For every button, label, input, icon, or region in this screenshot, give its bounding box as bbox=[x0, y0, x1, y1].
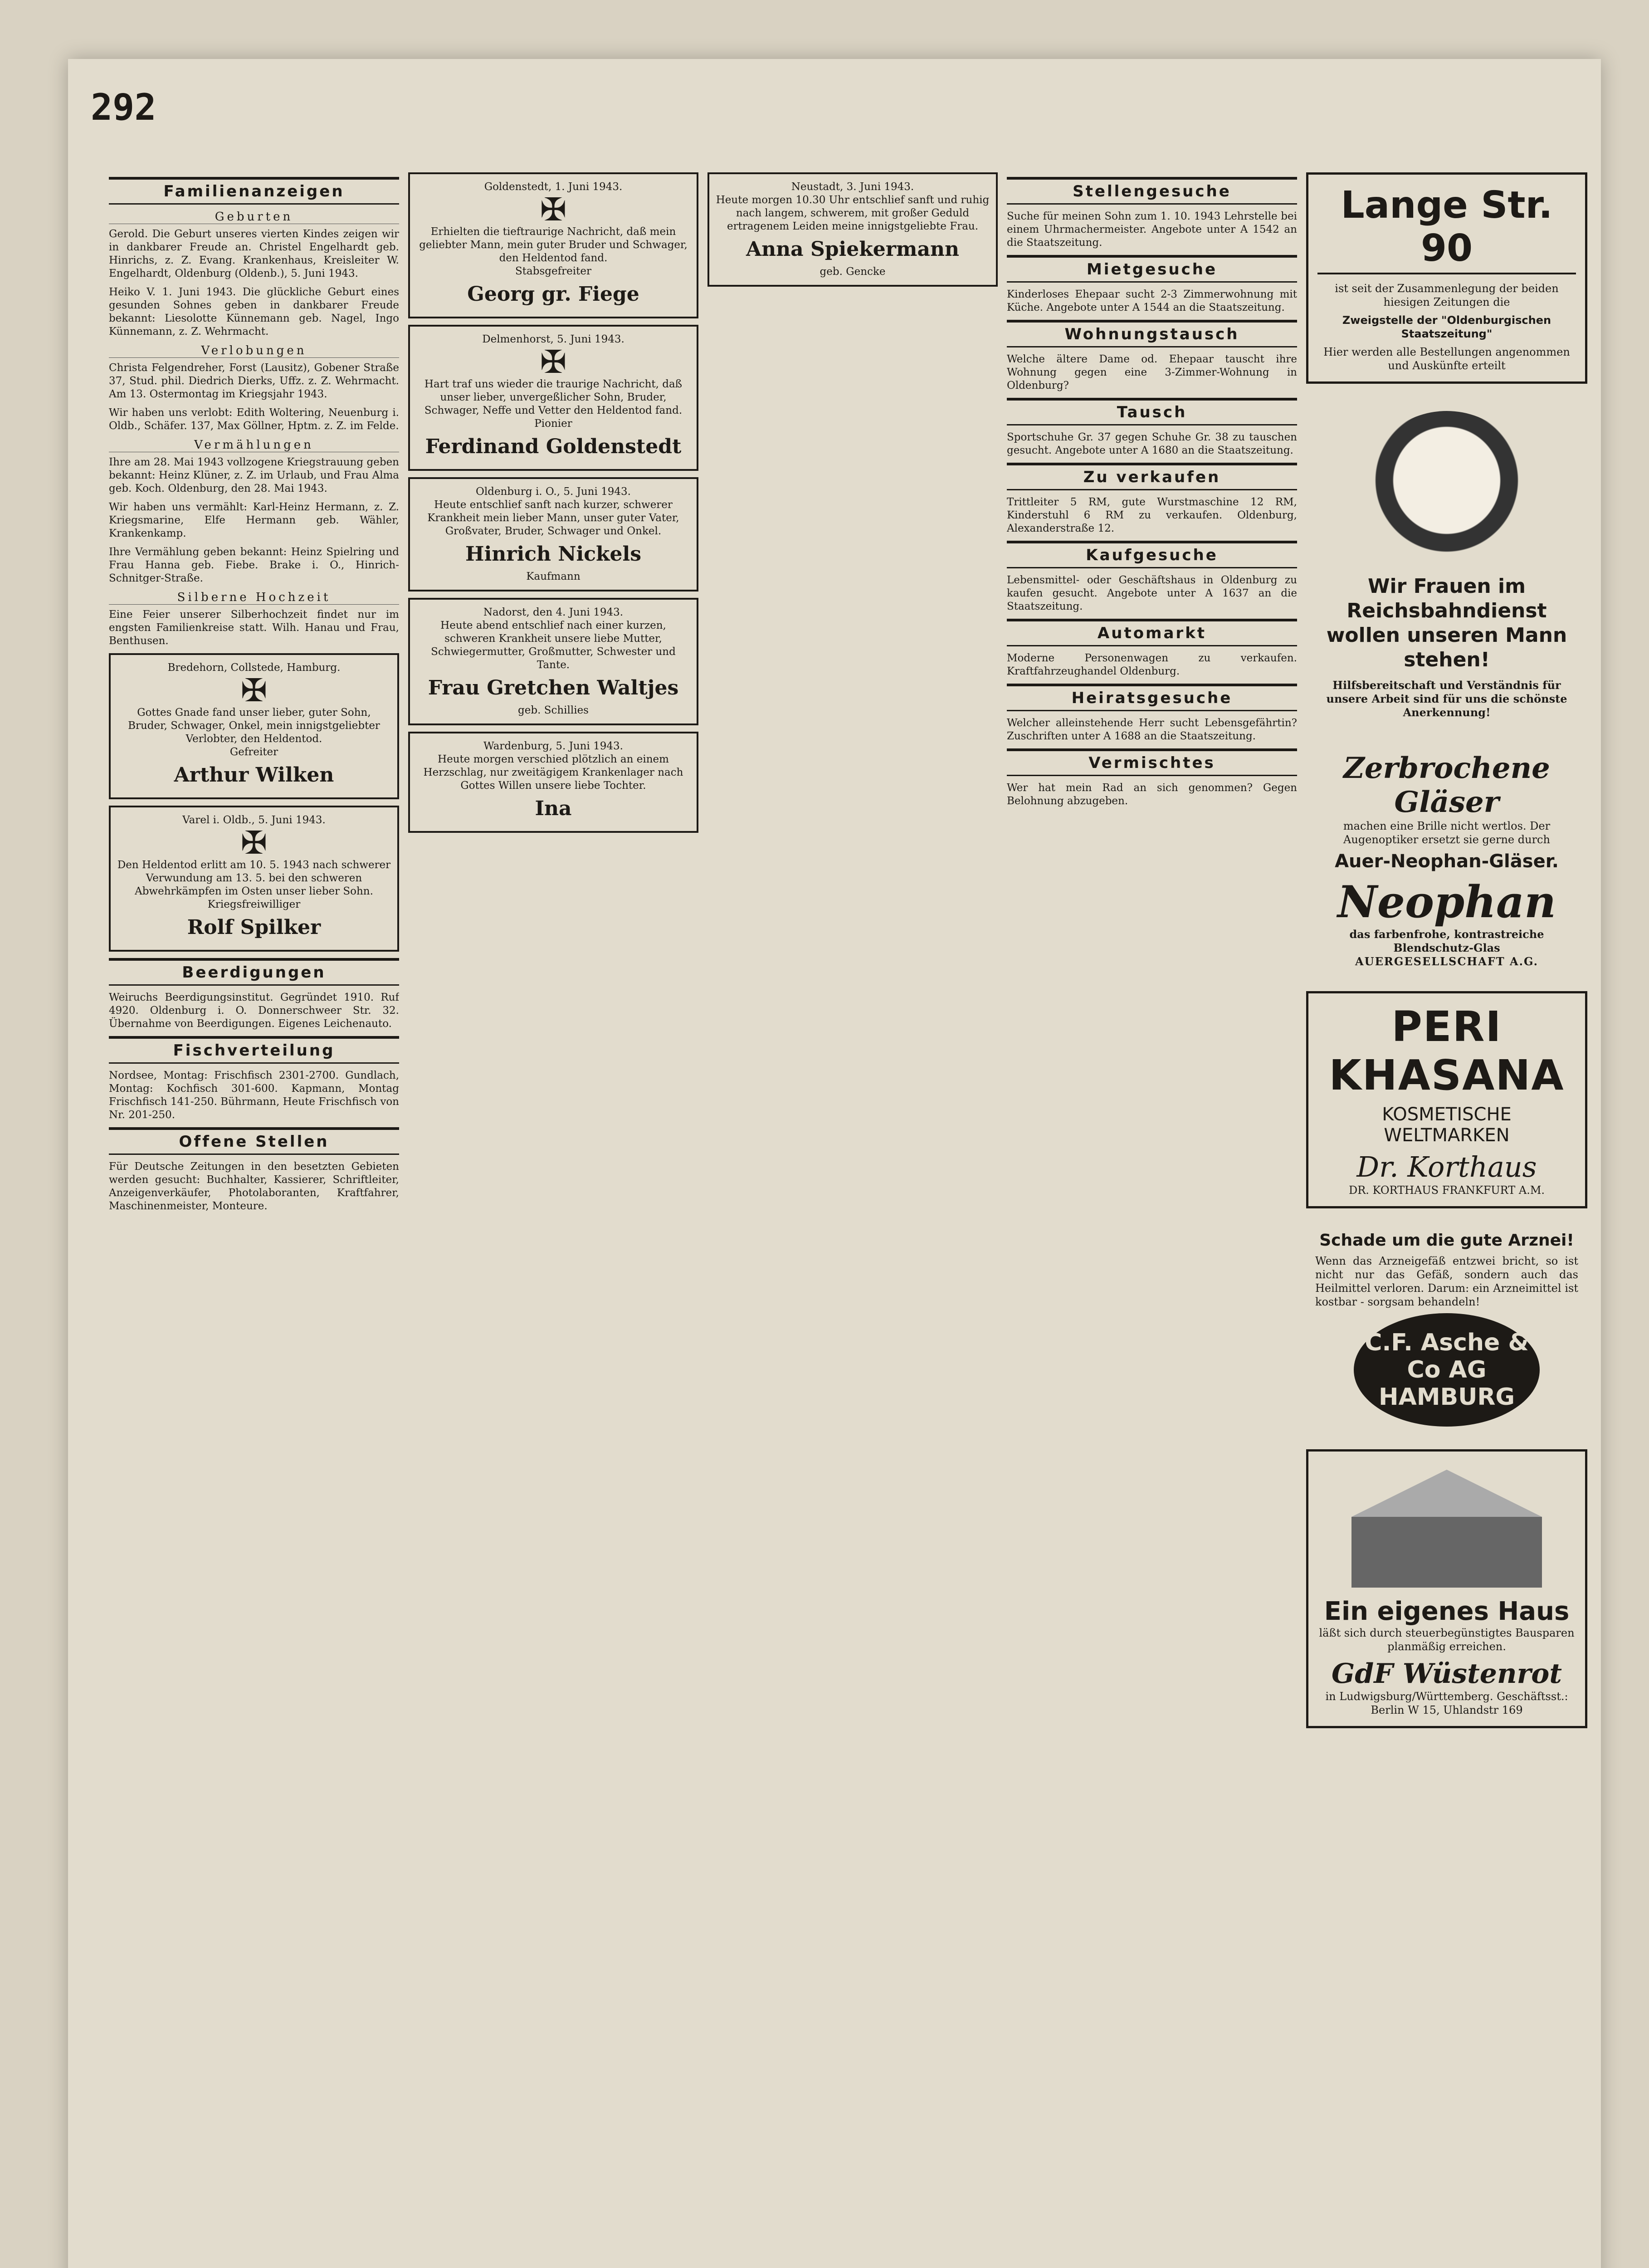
newspaper-page bbox=[68, 59, 1601, 2268]
neophan-company: AUERGESELLSCHAFT A.G. bbox=[1355, 955, 1538, 968]
wedding-ad: Wir haben uns vermählt: Karl-Heinz Hermann, z. Z. Kriegsmarine, Elfe Hermann geb. Wähler, Krankenkamp. bbox=[109, 501, 399, 539]
births-head: Geburten bbox=[109, 210, 399, 224]
obituary-rank: Stabsgefreiter bbox=[515, 265, 591, 277]
obituary-text: Heute morgen verschied plötzlich an einem Herzschlag, nur zweitägigem Krankenlager nach Gottes Willen unsere liebe Tochter. bbox=[423, 753, 683, 792]
obituary-name: Rolf Spilker bbox=[187, 916, 321, 939]
obituary-rank: geb. Gencke bbox=[820, 266, 886, 278]
engagement-ad: Wir haben uns verlobt: Edith Woltering, Neuenburg i. Oldb., Schäfer. 137, Max Göllner, Hptm. z. Z. im Felde. bbox=[109, 407, 399, 432]
engagement-ad: Christa Felgendreher, Forst (Lausitz), Gobener Straße 37, Stud. phil. Diedrich Dierks, Uffz. z. Z. Wehrmacht. Am 13. Ostermontag im Kriegsjahr 1943. bbox=[109, 362, 399, 400]
iron-cross-icon: ✠ bbox=[240, 824, 268, 861]
neophan-tag: das farbenfrohe, kontrastreiche Blendschutz-Glas bbox=[1349, 928, 1544, 954]
obituary-text: Heute morgen 10.30 Uhr entschlief sanft und ruhig nach langem, schwerem, mit großer Geduld ertragenem Leiden meine innigstgeliebte Frau. bbox=[716, 194, 990, 232]
obituary-name: Hinrich Nickels bbox=[465, 543, 641, 566]
lange-headline: Lange Str. 90 bbox=[1317, 184, 1576, 274]
auto-ad: Moderne Personenwagen zu verkaufen. Kraftfahrzeughandel Oldenburg. bbox=[1007, 652, 1297, 677]
buy-ad: Lebensmittel- oder Geschäftshaus in Oldenburg zu kaufen gesucht. Angebote unter A 1637 an die Staatszeitung. bbox=[1007, 574, 1297, 612]
lange-line1: ist seit der Zusammenlegung der beiden hiesigen Zeitungen die bbox=[1335, 282, 1559, 308]
asche-brand: C.F. Asche & Co AG HAMBURG bbox=[1354, 1313, 1540, 1427]
neophan-brand: Neophan bbox=[1337, 876, 1556, 928]
funeral-ad: Weiruchs Beerdigungsinstitut. Gegründet 1910. Ruf 4920. Oldenburg i. O. Donnerschweer Str. 32. Übernahme von Beerdigungen. Eigenes Leichenauto. bbox=[109, 992, 399, 1030]
wuestenrot-ad bbox=[1306, 1449, 1587, 1728]
silver-head: Silberne Hochzeit bbox=[109, 591, 399, 605]
reichsbahn-sub: Hilfsbereitschaft und Verständnis für unsere Arbeit sind für uns die schönste Anerkennung! bbox=[1326, 679, 1567, 719]
obituary-rank: Gefreiter bbox=[229, 746, 278, 758]
lange-str-ad bbox=[1306, 172, 1587, 384]
neophan-headline: Zerbrochene Gläser bbox=[1343, 751, 1550, 819]
neophan-line1: machen eine Brille nicht wertlos. Der Augenoptiker ersetzt sie gerne durch bbox=[1343, 820, 1551, 846]
birth-ad: Heiko V. 1. Juni 1943. Die glückliche Geburt eines gesunden Sohnes geben in dankbarer Freude bekannt: Liesolotte Künnemann geb. Nagel, Ingo Künnemann, z. Z. Wehrmacht. bbox=[109, 286, 399, 337]
obituary-place: Neustadt, 3. Juni 1943. bbox=[791, 181, 914, 193]
section-title-misc: Vermischtes bbox=[1007, 748, 1297, 776]
sell-ad: Trittleiter 5 RM, gute Wurstmaschine 12 RM, Kinderstuhl 6 RM zu verkaufen. Oldenburg, Alexanderstraße 12. bbox=[1007, 496, 1297, 534]
weddings-head: Vermählungen bbox=[109, 438, 399, 452]
section-title-auto: Automarkt bbox=[1007, 619, 1297, 646]
wuestenrot-headline: Ein eigenes Haus bbox=[1324, 1597, 1570, 1626]
iron-cross-icon: ✠ bbox=[540, 191, 567, 228]
asche-text: Wenn das Arzneigefäß entzwei bricht, so ist nicht nur das Gefäß, sondern auch das Heilmittel verloren. Darum: ein Arzneimittel ist kostbar - sorgsam behandeln! bbox=[1315, 1255, 1578, 1308]
section-title-family: Familienanzeigen bbox=[109, 177, 399, 205]
wedding-ad: Ihre am 28. Mai 1943 vollzogene Kriegstrauung geben bekannt: Heinz Klüner, z. Z. im Urlaub, und Frau Alma geb. Koch. Oldenburg, den 28. Mai 1943. bbox=[109, 456, 399, 494]
obituary-place: Varel i. Oldb., 5. Juni 1943. bbox=[182, 814, 326, 826]
column-family bbox=[109, 172, 399, 1218]
wuestenrot-address: in Ludwigsburg/Württemberg. Geschäftsst.: Berlin W 15, Uhlandstr 169 bbox=[1325, 1690, 1568, 1716]
obituary-text: Den Heldentod erlitt am 10. 5. 1943 nach schwerer Verwundung am 13. 5. bei den schweren Abwehrkämpfen im Osten unser lieber Sohn. bbox=[117, 859, 391, 897]
iron-cross-icon: ✠ bbox=[540, 343, 567, 381]
fish-ad: Nordsee, Montag: Frischfisch 2301-2700. Gundlach, Montag: Kochfisch 301-600. Kapmann, Montag Frischfisch 141-250. Bührmann, Heute Frischfisch von Nr. 201-250. bbox=[109, 1070, 399, 1121]
obituary-place: Wardenburg, 5. Juni 1943. bbox=[483, 740, 623, 752]
section-title-sell: Zu verkaufen bbox=[1007, 463, 1297, 490]
lange-line2: Hier werden alle Bestellungen angenommen und Auskünfte erteilt bbox=[1323, 346, 1570, 372]
section-title-marriage: Heiratsgesuche bbox=[1007, 684, 1297, 711]
section-title-wanted: Stellengesuche bbox=[1007, 177, 1297, 205]
section-title-rent: Mietgesuche bbox=[1007, 255, 1297, 283]
obituary-text: Erhielten die tieftraurige Nachricht, daß mein geliebter Mann, mein guter Bruder und Schwager, den Heldentod fand. bbox=[419, 226, 688, 264]
obituary-name: Arthur Wilken bbox=[174, 763, 334, 787]
column-classifieds bbox=[1007, 172, 1297, 813]
birth-ad: Gerold. Die Geburt unseres vierten Kindes zeigen wir in dankbarer Freude an. Christel Engelhardt geb. Hinrichs, z. Z. Evang. Krankenhaus, Kreisleiter W. Engelhardt, Oldenburg (Oldenb.), 5. Juni 1943. bbox=[109, 228, 399, 279]
swap-ad: Sportschuhe Gr. 37 gegen Schuhe Gr. 38 zu tauschen gesucht. Angebote unter A 1680 an die Staatszeitung. bbox=[1007, 431, 1297, 456]
obituary-text: Hart traf uns wieder die traurige Nachricht, daß unser lieber, unvergeßlicher Sohn, Bruder, Schwager, Neffe und Vetter den Heldentod fand. bbox=[424, 378, 683, 416]
obituary-place: Goldenstedt, 1. Juni 1943. bbox=[484, 181, 623, 193]
peri-signature: Dr. Korthaus bbox=[1356, 1150, 1537, 1183]
obituary-text: Heute abend entschlief nach einer kurzen, schweren Krankheit unsere liebe Mutter, Schwiegermutter, Großmutter, Schwester und Tante. bbox=[431, 620, 676, 671]
obituary-place: Delmenhorst, 5. Juni 1943. bbox=[482, 333, 624, 345]
obituary-place: Bredehorn, Collstede, Hamburg. bbox=[167, 662, 341, 674]
obituary-rank: Pionier bbox=[534, 418, 572, 430]
obituary-box bbox=[109, 806, 399, 952]
section-title-funerals: Beerdigungen bbox=[109, 958, 399, 986]
column-display-ads bbox=[1306, 172, 1587, 1742]
section-title-swap: Tausch bbox=[1007, 398, 1297, 425]
section-title-jobs: Offene Stellen bbox=[109, 1127, 399, 1155]
misc-ad: Wer hat mein Rad an sich genommen? Gegen Belohnung abzugeben. bbox=[1007, 782, 1297, 807]
obituary-rank: geb. Schillies bbox=[518, 704, 589, 716]
section-title-buy: Kaufgesuche bbox=[1007, 541, 1297, 568]
obituary-box bbox=[408, 732, 698, 833]
wuestenrot-brand: GdF Wüstenrot bbox=[1332, 1658, 1562, 1690]
obituary-name: Frau Gretchen Waltjes bbox=[428, 676, 679, 699]
column-obituaries-1 bbox=[408, 172, 698, 839]
section-title-fish: Fischverteilung bbox=[109, 1036, 399, 1064]
marriage-ad: Welcher alleinstehende Herr sucht Lebensgefährtin? Zuschriften unter A 1688 an die Staatszeitung. bbox=[1007, 717, 1297, 742]
peri-khasana-ad bbox=[1306, 991, 1587, 1208]
peri-line1: KOSMETISCHE WELTMARKEN bbox=[1382, 1104, 1512, 1146]
exchange-ad: Welche ältere Dame od. Ehepaar tauscht ihre Wohnung gegen eine 3-Zimmer-Wohnung in Oldenburg? bbox=[1007, 353, 1297, 391]
obituary-rank: Kaufmann bbox=[526, 571, 581, 582]
obituary-place: Nadorst, den 4. Juni 1943. bbox=[483, 606, 624, 618]
reichsbahn-headline: Wir Frauen im Reichsbahndienst wollen unseren Mann stehen! bbox=[1326, 575, 1567, 671]
engagements-head: Verlobungen bbox=[109, 344, 399, 358]
obituary-box bbox=[408, 172, 698, 318]
house-illustration bbox=[1351, 1470, 1542, 1588]
section-title-exchange: Wohnungstausch bbox=[1007, 320, 1297, 347]
peri-brand: PERI KHASANA bbox=[1329, 1002, 1565, 1100]
neophan-ad bbox=[1306, 742, 1587, 978]
silver-ad: Eine Feier unserer Silberhochzeit findet nur im engsten Familienkreise statt. Wilh. Hanau und Frau, Benthusen. bbox=[109, 609, 399, 647]
obituary-name: Georg gr. Fiege bbox=[467, 283, 639, 306]
obituary-name: Ferdinand Goldenstedt bbox=[425, 435, 682, 458]
woman-portrait-illustration bbox=[1365, 411, 1528, 565]
obituary-box bbox=[408, 598, 698, 725]
obituary-text: Heute entschlief sanft nach kurzer, schwerer Krankheit mein lieber Mann, unser guter Vater, Großvater, Bruder, Schwager und Onkel. bbox=[427, 499, 679, 537]
obituary-rank: Kriegsfreiwilliger bbox=[207, 899, 301, 910]
neophan-product: Auer-Neophan-Gläser. bbox=[1335, 851, 1559, 872]
wuestenrot-text: läßt sich durch steuerbegünstigtes Bausparen planmäßig erreichen. bbox=[1319, 1627, 1575, 1653]
asche-intro: Schade um die gute Arznei! bbox=[1319, 1231, 1574, 1250]
iron-cross-icon: ✠ bbox=[240, 672, 268, 709]
page-number: 292 bbox=[91, 86, 156, 128]
obituary-name: Anna Spiekermann bbox=[746, 238, 959, 261]
reichsbahn-ad bbox=[1306, 397, 1587, 728]
obituary-box bbox=[408, 477, 698, 591]
peri-company: DR. KORTHAUS FRANKFURT A.M. bbox=[1348, 1184, 1545, 1197]
obituary-box bbox=[109, 653, 399, 799]
obituary-name: Ina bbox=[535, 797, 572, 820]
lange-bold: Zweigstelle der "Oldenburgischen Staatszeitung" bbox=[1342, 314, 1551, 340]
column-obituaries-2 bbox=[707, 172, 998, 293]
asche-ad bbox=[1306, 1222, 1587, 1436]
wedding-ad: Ihre Vermählung geben bekannt: Heinz Spielring und Frau Hanna geb. Fiebe. Brake i. O., Hinrich-Schnitger-Straße. bbox=[109, 546, 399, 584]
rent-ad: Kinderloses Ehepaar sucht 2-3 Zimmerwohnung mit Küche. Angebote unter A 1544 an die Staatszeitung. bbox=[1007, 288, 1297, 313]
obituary-box bbox=[707, 172, 998, 287]
wanted-ad: Suche für meinen Sohn zum 1. 10. 1943 Lehrstelle bei einem Uhrmachermeister. Angebote unter A 1542 an die Staatszeitung. bbox=[1007, 210, 1297, 249]
obituary-place: Oldenburg i. O., 5. Juni 1943. bbox=[476, 486, 631, 498]
job-ad: Für Deutsche Zeitungen in den besetzten Gebieten werden gesucht: Buchhalter, Kassierer, Schriftleiter, Anzeigenverkäufer, Photolaboranten, Kraftfahrer, Maschinenmeister, Monteure. bbox=[109, 1161, 399, 1212]
obituary-box bbox=[408, 325, 698, 471]
obituary-text: Gottes Gnade fand unser lieber, guter Sohn, Bruder, Schwager, Onkel, mein innigstgeliebter Verlobter, den Heldentod. bbox=[128, 707, 380, 745]
